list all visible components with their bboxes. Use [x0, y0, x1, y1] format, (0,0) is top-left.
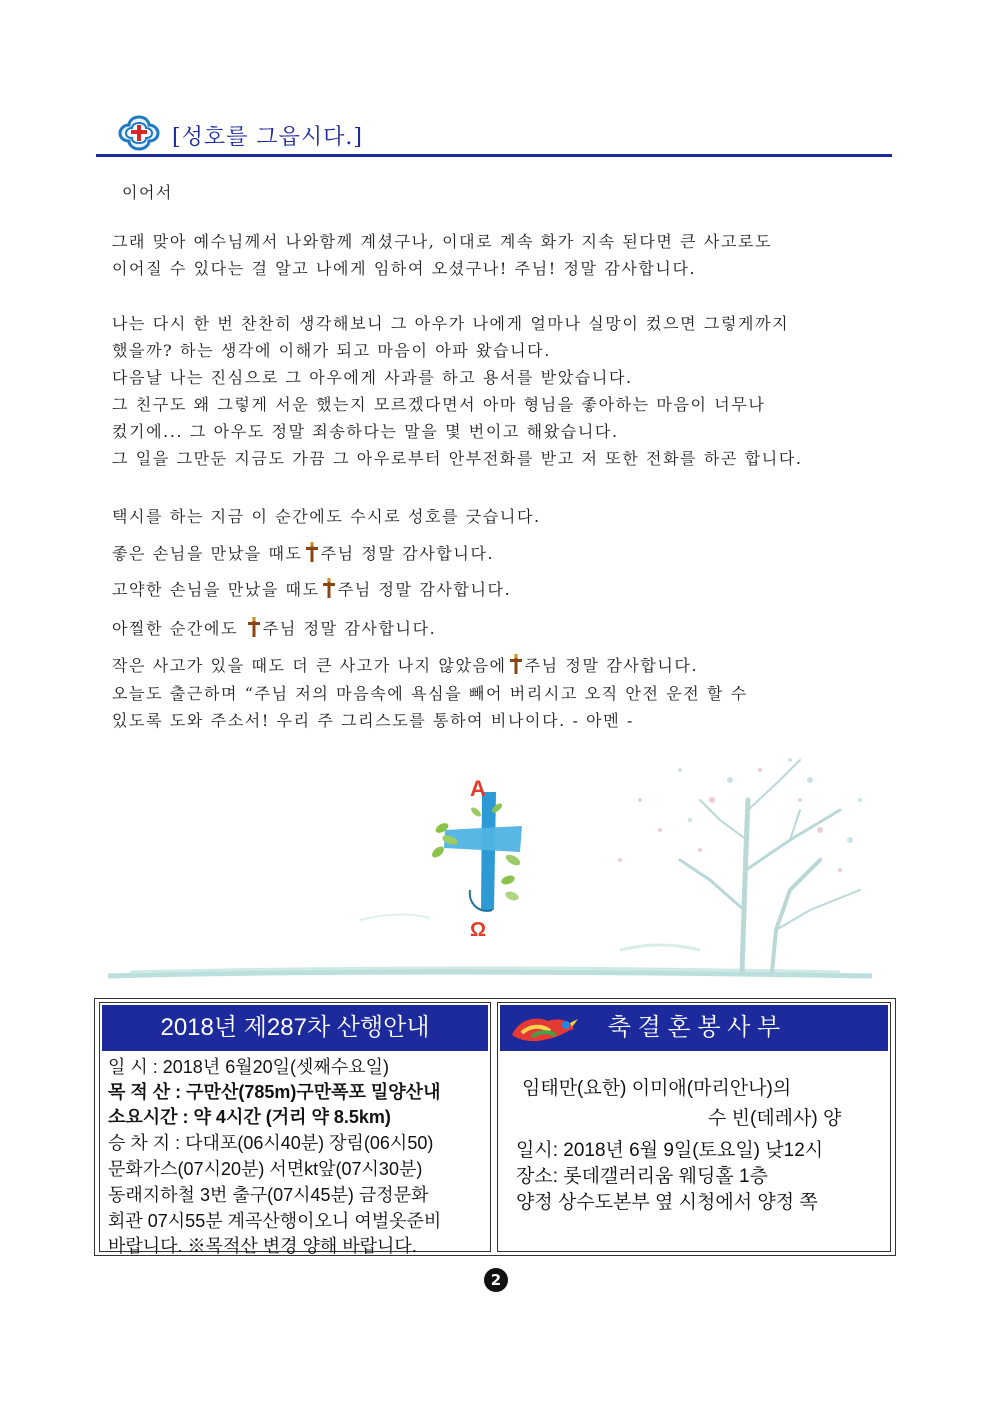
text-line: 다음날 나는 진심으로 그 아우에게 사과를 하고 용서를 받았습니다.	[112, 368, 633, 387]
thanks-line	[112, 577, 511, 600]
text-line: 컸기에... 그 아우도 정말 죄송하다는 말을 몇 번이고 해왔습니다.	[112, 422, 619, 441]
wedding-couple: 임태만(요한) 이미애(마리안나)의	[522, 1078, 792, 1099]
omega-letter: Ω	[470, 919, 487, 941]
blue-cross-icon	[430, 792, 522, 911]
hike-row: 소요시간 : 약 4시간 (거리 약 8.5km)	[108, 1107, 391, 1127]
cross-icon	[305, 541, 319, 563]
wedding-venue: 장소: 롯데갤러리움 웨딩홀 1층	[516, 1166, 768, 1187]
text-line: 나는 다시 한 번 찬찬히 생각해보니 그 아우가 나에게 얼마나 실망이 컸으면 그렇게까지	[112, 314, 790, 333]
wedding-date: 일시: 2018년 6월 9일(토요일) 낮12시	[516, 1140, 824, 1161]
thanks-line	[112, 541, 494, 564]
thanks-line-end: 주님 정말 감사합니다.	[337, 580, 512, 599]
hike-row: 회관 07시55분 계곡산행이오니 여벌옷준비	[108, 1211, 442, 1231]
text-line: 이어질 수 있다는 걸 알고 나에게 임하여 오셨구나! 주님! 정말 감사합니다.	[112, 259, 697, 278]
thanks-line-end: 주님 정말 감사합니다.	[262, 619, 437, 638]
paragraph-1	[112, 228, 892, 282]
hike-title: 2018년 제287차 산행안내	[102, 1005, 488, 1051]
thanks-line-start: 좋은 손님을 만났을 때도	[112, 544, 303, 563]
section-header	[96, 110, 892, 158]
text-line: 오늘도 출근하며 “주님 저의 마음속에 욕심을 빼어 버리시고 오직 안전 운전 할 수	[112, 684, 748, 703]
thanks-line-start: 고약한 손님을 만났을 때도	[112, 580, 320, 599]
text-line: 그 일을 그만둔 지금도 가끔 그 아우로부터 안부전화를 받고 저 또한 전화를 하곤 합니다.	[112, 449, 803, 468]
info-box	[94, 998, 896, 1256]
hike-row: 승 차 지 : 다대포(06시40분) 장림(06시50)	[108, 1133, 434, 1153]
text-line: 그 친구도 왜 그렇게 서운 했는지 모르겠다면서 아마 형님을 좋아하는 마음이 너무나	[112, 395, 766, 414]
thanks-line	[112, 653, 698, 676]
alpha-letter: A	[470, 776, 486, 801]
header-divider	[96, 154, 892, 157]
hike-notice	[99, 1002, 491, 1256]
decorative-illustration	[100, 740, 890, 990]
hike-row: 일 시 : 2018년 6월20일(셋째수요일)	[108, 1057, 389, 1077]
tree-icon	[680, 760, 860, 972]
wedding-notice	[497, 1002, 891, 1252]
text-line: 했을까? 하는 생각에 이해가 되고 마음이 아파 왔습니다.	[112, 341, 551, 360]
taxi-line: 택시를 하는 지금 이 순간에도 수시로 성호를 긋습니다.	[112, 507, 541, 526]
hike-row: 바랍니다. ※목적산 변경 양해 바랍니다.	[108, 1236, 417, 1256]
cross-icon	[322, 577, 336, 599]
cross-icon	[247, 616, 261, 638]
wedding-bride: 수 빈(데레사) 양	[708, 1108, 842, 1129]
prayer	[112, 680, 892, 734]
page-title: [성호를 그읍시다.]	[172, 125, 363, 150]
thanks-line	[112, 616, 436, 639]
church-logo-icon	[118, 114, 160, 152]
thanks-line-start: 작은 사고가 있을 때도 더 큰 사고가 나지 않았음에	[112, 656, 507, 675]
thanks-line-end: 주님 정말 감사합니다.	[524, 656, 699, 675]
hike-row: 목 적 산 : 구만산(785m)구만폭포 밀양산내	[108, 1082, 441, 1102]
text-line: 있도록 도와 주소서! 우리 주 그리스도를 통하여 비나이다. - 아멘 -	[112, 711, 634, 730]
wedding-directions: 양정 상수도본부 옆 시청에서 양정 쪽	[516, 1192, 818, 1213]
thanks-line-start: 아찔한 순간에도	[112, 619, 245, 638]
continued-label: 이어서	[122, 183, 173, 202]
cross-icon	[509, 653, 523, 675]
hike-row: 문화가스(07시20분) 서면kt앞(07시30분)	[108, 1159, 423, 1179]
page-number: 2	[484, 1268, 508, 1292]
text-line: 그래 맞아 예수님께서 나와함께 계셨구나, 이대로 계속 화가 지속 된다면 큰 사고로도	[112, 232, 773, 251]
paragraph-2	[112, 310, 892, 472]
hike-row: 동래지하철 3번 출구(07시45분) 금정문화	[108, 1185, 429, 1205]
wedding-title: 축 결 혼 봉 사 부	[500, 1005, 888, 1051]
bird-icon	[508, 1007, 578, 1047]
thanks-line-end: 주님 정말 감사합니다.	[320, 544, 495, 563]
